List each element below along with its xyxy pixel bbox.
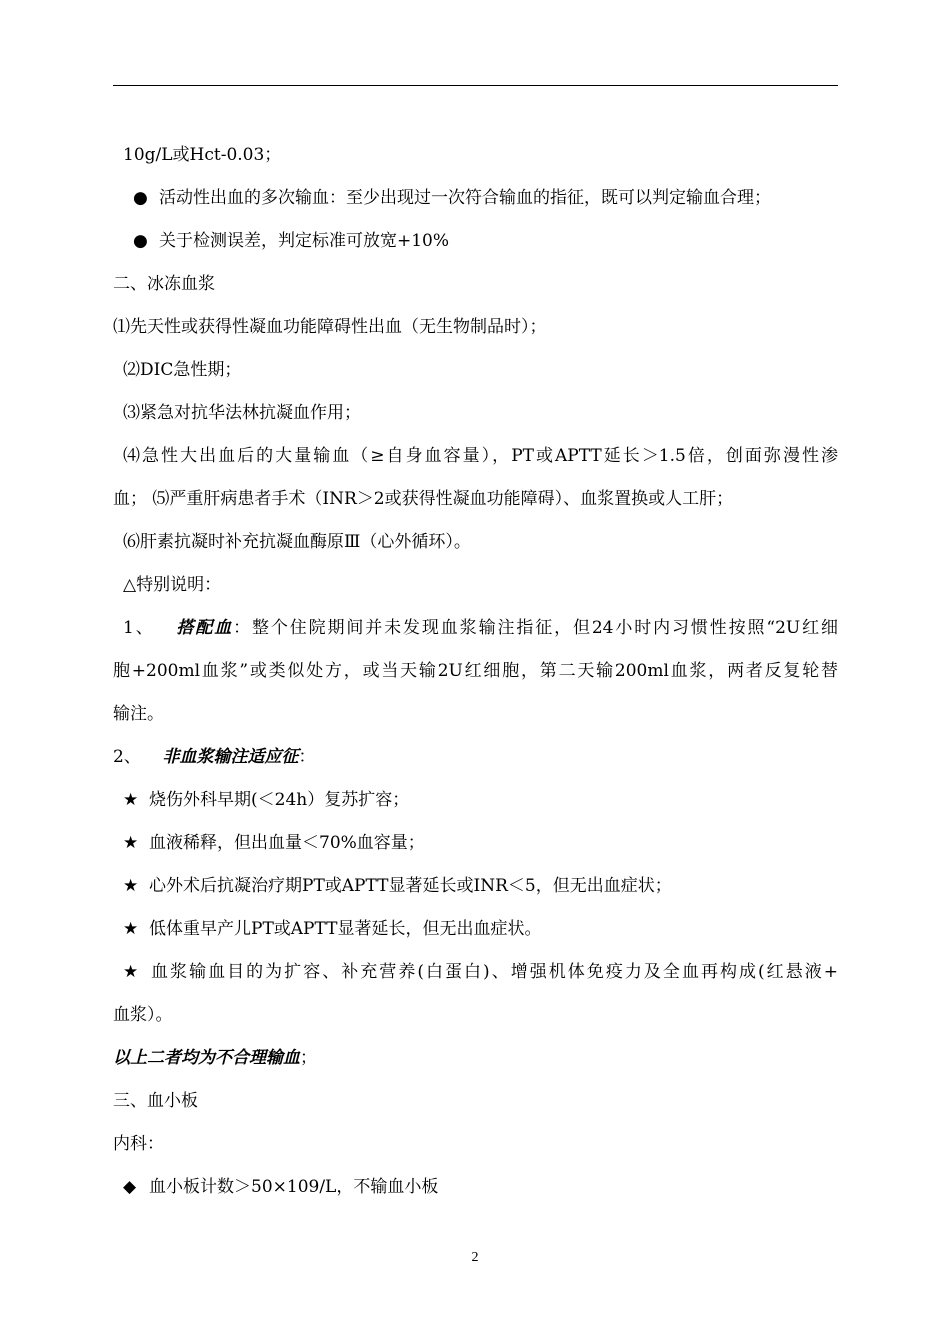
text: ： — [298, 747, 316, 767]
bullet-item — [113, 908, 838, 951]
paragraph-line — [113, 349, 838, 392]
paragraph-line — [113, 478, 838, 521]
emphasis-text: 以上二者均为不合理输血 — [113, 1048, 300, 1068]
item-number: 1、 — [123, 618, 155, 638]
paragraph-line — [113, 134, 838, 177]
document-body — [113, 134, 838, 1209]
bullet-item — [113, 865, 838, 908]
star-bullet-icon: ★ — [123, 919, 139, 939]
text: 血； ⑸严重肝病患者手术（INR＞2或获得性凝血功能障碍）、血浆置换或人工肝； — [113, 489, 734, 509]
text: ⑴先天性或获得性凝血功能障碍性出血（无生物制品时）； — [113, 317, 547, 337]
text: 二、冰冻血浆 — [113, 274, 215, 294]
paragraph-line — [113, 994, 838, 1037]
text: 活动性出血的多次输血：至少出现过一次符合输血的指征，既可以判定输血合理； — [159, 188, 771, 208]
section-heading — [113, 263, 838, 306]
text: 血液稀释，但出血量＜70%血容量； — [149, 833, 425, 853]
bullet-item — [113, 220, 838, 263]
text: 血小板计数＞50×109/L，不输血小板 — [149, 1177, 439, 1197]
star-bullet-icon: ★ — [123, 833, 139, 853]
paragraph-line — [113, 607, 838, 650]
text: 内科： — [113, 1134, 164, 1154]
page-number: 2 — [471, 1250, 479, 1265]
text: 血浆输血目的为扩容、补充营养(白蛋白)、增强机体免疫力及全血再构成(红悬液+ — [149, 962, 838, 982]
paragraph-line — [113, 650, 838, 693]
star-bullet-icon: ★ — [123, 790, 139, 810]
paragraph-line — [113, 392, 838, 435]
text: 胞+200ml血浆”或类似处方，或当天输2U红细胞，第二天输200ml血浆，两者反复轮替 — [113, 661, 838, 681]
paragraph-line — [113, 306, 838, 349]
text: 三、血小板 — [113, 1091, 198, 1111]
paragraph-line — [113, 435, 838, 478]
star-bullet-icon: ★ — [123, 962, 139, 982]
text: 输注。 — [113, 704, 164, 724]
bullet-item — [113, 779, 838, 822]
text: ⑶紧急对抗华法林抗凝血作用； — [123, 403, 361, 423]
text: ⑷急性大出血后的大量输血（≥自身血容量），PT或APTT延长＞1.5倍，创面弥漫性渗 — [123, 446, 838, 466]
text: 心外术后抗凝治疗期PT或APTT显著延长或INR＜5，但无出血症状； — [149, 876, 672, 896]
text: ：整个住院期间并未发现血浆输注指征，但24小时内习惯性按照“2U红细 — [233, 618, 838, 638]
bullet-item — [113, 1166, 838, 1209]
subheading — [113, 564, 838, 607]
text: 血浆）。 — [113, 1005, 173, 1025]
circle-bullet-icon: ● — [133, 188, 148, 208]
subheading — [113, 1123, 838, 1166]
text: 关于检测误差，判定标准可放宽+10% — [159, 231, 450, 251]
conclusion-line — [113, 1037, 838, 1080]
text: ； — [300, 1048, 317, 1068]
bullet-item — [113, 177, 838, 220]
star-bullet-icon: ★ — [123, 876, 139, 896]
item-number: 2、 — [113, 747, 141, 767]
emphasis-text: 搭配血 — [176, 618, 234, 638]
text: 10g/L或Hct-0.03； — [123, 145, 282, 165]
paragraph-line — [113, 521, 838, 564]
diamond-bullet-icon: ◆ — [123, 1177, 137, 1197]
bullet-item — [113, 822, 838, 865]
bullet-item — [113, 951, 838, 994]
paragraph-line — [113, 736, 838, 779]
text: 烧伤外科早期(＜24h）复苏扩容； — [149, 790, 410, 810]
text: 低体重早产儿PT或APTT显著延长，但无出血症状。 — [149, 919, 542, 939]
circle-bullet-icon: ● — [133, 231, 148, 251]
text: ⑹肝素抗凝时补充抗凝血酶原Ⅲ（心外循环）。 — [123, 532, 471, 552]
section-heading — [113, 1080, 838, 1123]
emphasis-text: 非血浆输注适应征 — [162, 747, 299, 767]
paragraph-line — [113, 693, 838, 736]
text: ⑵DIC急性期； — [123, 360, 242, 380]
text: △特别说明： — [123, 575, 222, 595]
header-rule — [113, 85, 838, 86]
